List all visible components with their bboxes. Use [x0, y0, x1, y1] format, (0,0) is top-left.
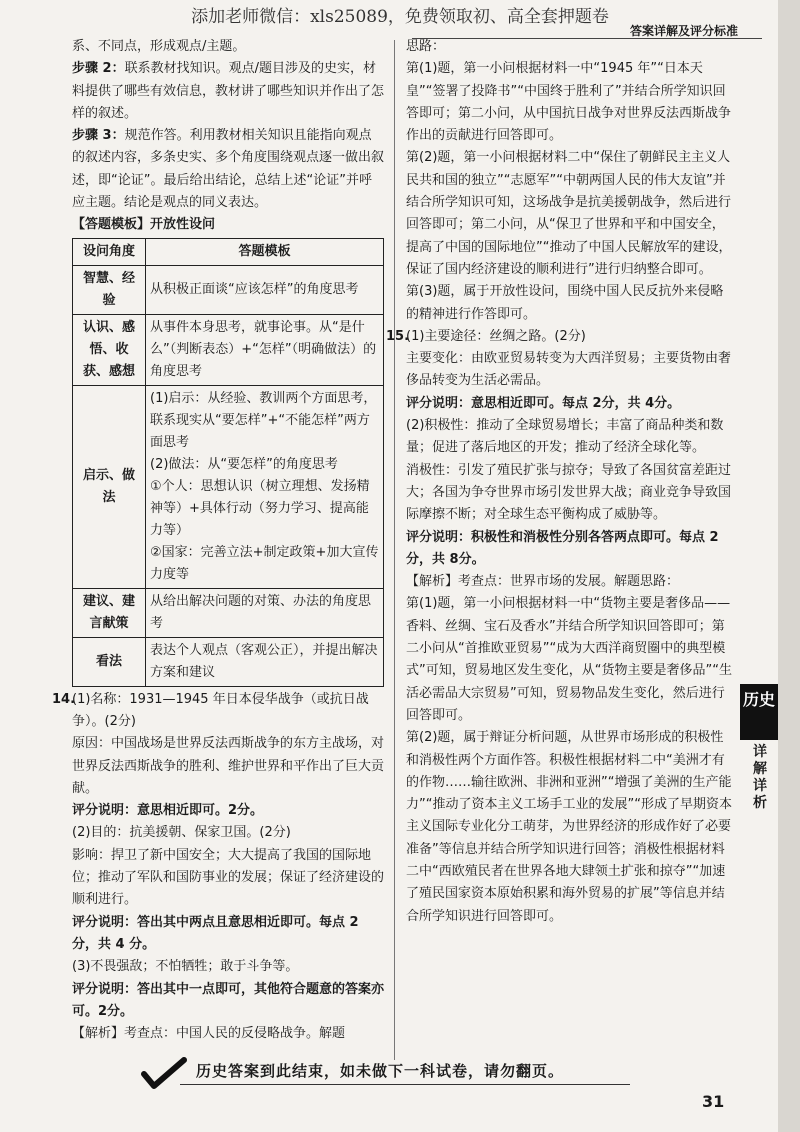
step-3-text: 规范作答。利用教材相关知识且能指向观点的叙述内容，多条史实、多个角度围绕观点逐一做出叙述，即“论证”。最后给出结论，总结上述“论证”并呼应主题。结论是观点的同义表达。	[72, 128, 385, 211]
q15-negative: 消极性：引发了殖民扩张与掠夺；导致了各国贫富差距过大；各国为争夺世界市场引发世界大战；商业竞争导致国际摩擦不断；对全球生态平衡构成了威胁等。	[406, 462, 732, 523]
q14-analysis: 【解析】考查点：中国人民的反侵略战争。解题	[72, 1026, 346, 1042]
step-2-label: 步骤 2：	[72, 61, 125, 77]
watermark: 添加老师微信：xls25089，免费领取初、高全套押题卷	[191, 7, 609, 27]
q15-part1	[386, 326, 736, 348]
template-enlightenment: (1)启示：从经验、教训两个方面思考，联系现实从“要怎样”+“不能怎样”两方面思考	[150, 390, 377, 450]
q15-analysis-part2: 第(2)题，属于辩证分析问题，从世界市场形成的积极性和消极性两个方面作答。积极性根据材料二中“美洲才有的作物……输往欧洲、非洲和亚洲”“增强了美洲的生产能力”“推动了资本主义工场手工业的发展”“形成了早期资本主义国际专业化分工萌芽，为世界经济的形成作好了必要准备”等信息并结合所学知识进行回答；消极性根据材料二中“西欧殖民者在世界各地大肆领土扩张和掠夺”“加速了殖民国家资本原始积累和海外贸易的扩展”等信息并结合所学知识进行回答即可。	[406, 730, 732, 924]
q14-part1-text: (1)名称：1931—1945 年日本侵华战争（或抗日战争）。(2分)	[72, 691, 369, 729]
table-cell-aspect: 智慧、经验	[73, 265, 146, 314]
table-cell-template: 从事件本身思考，就事论事。从“是什么”（判断表态）+“怎样”（明确做法）的角度思考	[146, 314, 384, 385]
table-header-aspect: 设问角度	[73, 238, 146, 265]
q15-analysis-part1: 第(1)题，第一小问根据材料一中“货物主要是奢侈品——香料、丝绸、宝石及香水”并结合所学知识回答即可；第二小问从“首推欧亚贸易”“成为大西洋商贸圈中的典型模式”可知，贸易地区发生变化，从“货物主要是奢侈品”“生活必需品大宗贸易”可知，贸易物品发生变化，然后进行回答即可。	[406, 596, 732, 723]
q14-impact: 影响：捍卫了新中国安全；大大提高了我国的国际地位；推动了军队和国防事业的发展；保证了经济建设的顺利进行。	[72, 847, 385, 908]
q14-part2: (2)目的：抗美援朝、保家卫国。(2分)	[72, 825, 291, 841]
side-label: 详解详析	[753, 744, 767, 811]
q14-scoring-3: 评分说明：答出其中一点即可，其他符合题意的答案亦可。2分。	[72, 981, 385, 1019]
table-cell-aspect: 认识、感悟、收获、感想	[73, 314, 146, 385]
step-3-label: 步骤 3：	[72, 128, 125, 144]
q14-reason: 原因：中国战场是世界反法西斯战争的东方主战场，对世界反法西斯战争的胜利、维护世界和平作出了巨大贡献。	[72, 736, 385, 796]
table-cell-template	[146, 385, 384, 588]
table-cell-template: 从给出解决问题的对策、办法的角度思考	[146, 588, 384, 637]
q14-analysis-continued: 思路：	[406, 39, 446, 54]
table-row	[73, 637, 384, 686]
answer-template-table	[72, 238, 384, 687]
q15-part1-text: (1)主要途径：丝绸之路。(2分)	[406, 328, 586, 344]
table-row	[73, 385, 384, 588]
step-3	[72, 125, 384, 214]
table-cell-aspect: 建议、建言献策	[73, 588, 146, 637]
subject-tab: 历史	[740, 684, 778, 740]
q14-part3: (3)不畏强敌；不怕牺牲；敢于斗争等。	[72, 959, 299, 975]
q15-analysis: 【解析】考查点：世界市场的发展。解题思路：	[406, 574, 680, 590]
page-number: 31	[702, 1092, 725, 1111]
q14-analysis-part1: 第(1)题，第一小问根据材料一中“1945 年”“日本天皇”“签署了投降书”“中国终于胜利了”并结合所学知识回答即可；第二小问，从中国抗日战争对世界反法西斯战争作出的贡献进行回答即可。	[406, 61, 732, 144]
footer-text: 历史答案到此结束，如未做下一科试卷，请勿翻页。	[196, 1062, 565, 1080]
table-cell-template: 表达个人观点（客观公正），并提出解决方案和建议	[146, 637, 384, 686]
q14-analysis-part2: 第(2)题，第一小问根据材料二中“保住了朝鲜民主主义人民共和国的独立”“志愿军”“中朝两国人民的伟大友谊”并结合所学知识可知，这场战争是抗美援朝战争，然后进行回答即可；第二小问，从“保卫了世界和平和中国安全，提高了中国的国际地位”“推动了中国人民解放军的建设，保证了国内经济建设的顺利进行”进行归纳整合即可。	[406, 150, 732, 277]
q15-change: 主要变化：由欧亚贸易转变为大西洋贸易；主要货物由奢侈品转变为生活必需品。	[406, 351, 732, 389]
template-heading: 【答题模板】开放性设问	[72, 217, 216, 233]
q14-number: 14.	[52, 691, 76, 707]
page-edge	[778, 0, 800, 1132]
template-individual: ①个人：思想认识（树立理想、发扬精神等）+具体行动（努力学习、提高能力等）	[150, 478, 370, 538]
q15-scoring-2: 评分说明：积极性和消极性分别各答两点即可。每点 2分，共 8分。	[406, 529, 719, 567]
template-practice: (2)做法：从“要怎样”的角度思考	[150, 456, 338, 472]
q14-analysis-part3: 第(3)题，属于开放性设问，围绕中国人民反抗外来侵略的精神进行作答即可。	[406, 284, 724, 322]
q14-scoring-1: 评分说明：意思相近即可。2分。	[72, 803, 264, 819]
step-2-text: 联系教材找知识。观点/题目涉及的史实，材料提供了哪些有效信息，教材讲了哪些知识并作出了怎样的叙述。	[72, 61, 385, 121]
table-header-row	[73, 238, 384, 265]
q14-scoring-2: 评分说明：答出其中两点且意思相近即可。每点 2 分，共 4 分。	[72, 914, 359, 952]
right-column	[386, 36, 736, 928]
q15-number: 15.	[386, 328, 410, 344]
table-row	[73, 314, 384, 385]
table-header-template: 答题模板	[146, 238, 384, 265]
footer-banner	[140, 1056, 650, 1090]
left-column	[52, 36, 385, 1045]
table-row	[73, 265, 384, 314]
header-label: 答案详解及评分标准	[629, 24, 738, 38]
q15-scoring-1: 评分说明：意思相近即可。每点 2分，共 4分。	[406, 395, 681, 411]
q15-positive: (2)积极性：推动了全球贸易增长；丰富了商品种类和数量；促进了落后地区的开发；推动了经济全球化等。	[406, 418, 724, 456]
q14-part1	[52, 689, 384, 734]
template-state: ②国家：完善立法+制定政策+加大宣传力度等	[150, 544, 379, 582]
footer-rule	[180, 1084, 630, 1085]
column-divider	[394, 40, 395, 1060]
table-cell-template: 从积极正面谈“应该怎样”的角度思考	[146, 265, 384, 314]
table-cell-aspect: 启示、做法	[73, 385, 146, 588]
table-cell-aspect: 看法	[73, 637, 146, 686]
step-2	[72, 58, 384, 125]
table-row	[73, 588, 384, 637]
left-line-1: 系、不同点，形成观点/主题。	[72, 39, 246, 54]
